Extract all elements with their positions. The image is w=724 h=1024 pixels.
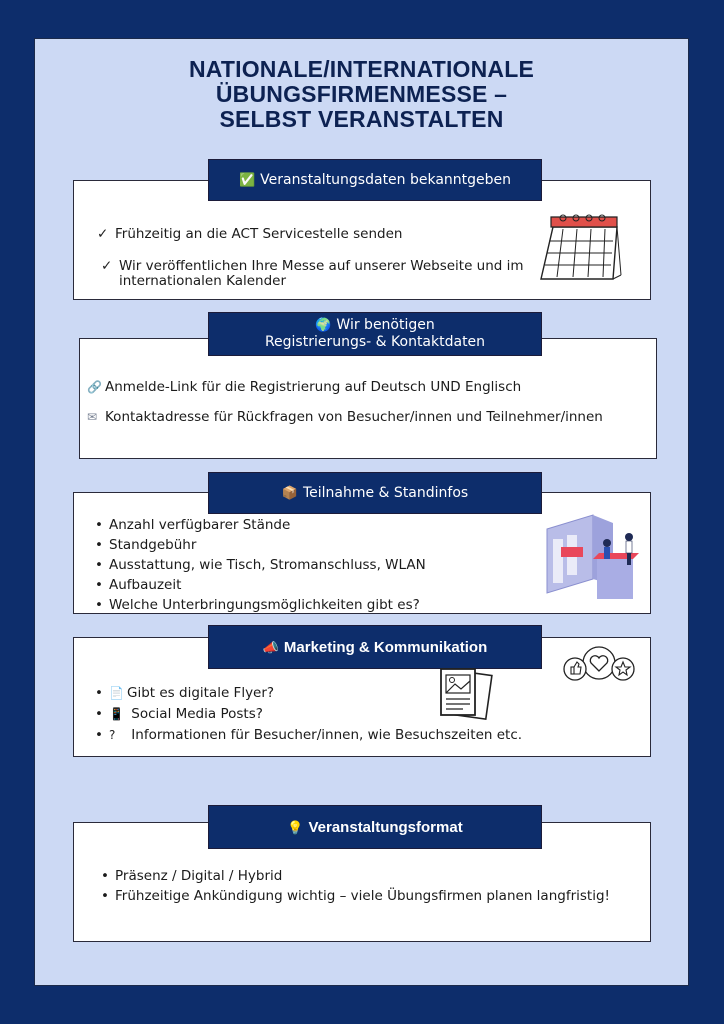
bullet-icon: • (95, 557, 103, 573)
list-item (87, 379, 521, 395)
bullet-icon: • (95, 537, 103, 553)
list-item (95, 706, 263, 722)
bullet-icon: • (95, 727, 103, 743)
bullet-icon: • (95, 685, 103, 701)
bullet-icon: • (101, 888, 109, 904)
title-line-3: SELBST VERANSTALTEN (219, 106, 504, 132)
bullet-icon: • (95, 577, 103, 593)
infographic-page (34, 38, 689, 986)
exhibition-stand-icon (541, 509, 643, 605)
list-item-text: Social Media Posts? (127, 706, 263, 722)
package-icon: 📦 (281, 485, 298, 501)
checkmark-icon: ✓ (101, 258, 113, 274)
link-icon: 🔗 (87, 380, 102, 394)
envelope-icon: ✉ (87, 410, 98, 424)
list-item-text: Frühzeitig an die ACT Servicestelle senden (115, 226, 403, 242)
list-item-text: Informationen für Besucher/innen, wie Besuchszeiten etc. (127, 727, 523, 743)
list-item-text: Präsenz / Digital / Hybrid (115, 868, 283, 884)
list-item-text: Anzahl verfügbarer Stände (109, 517, 291, 533)
list-item-text: Anmelde-Link für die Registrierung auf Deutsch UND Englisch (105, 379, 522, 395)
calendar-icon (533, 213, 625, 283)
section-heading-participation (208, 472, 542, 514)
list-item-continued (119, 273, 286, 289)
list-item (95, 517, 290, 533)
list-item (95, 597, 420, 613)
list-item (95, 577, 181, 593)
page-title (35, 57, 688, 132)
bullet-icon: • (95, 597, 103, 613)
list-item (95, 727, 522, 743)
mobile-phone-icon: 📱 (109, 707, 124, 721)
list-item-text: Frühzeitige Ankündigung wichtig – viele Übungsfirmen planen langfristig! (115, 888, 610, 904)
list-item-text: Welche Unterbringungsmöglichkeiten gibt es? (109, 597, 420, 613)
title-line-2: ÜBUNGSFIRMENMESSE – (215, 81, 508, 107)
question-icon: ? (109, 728, 116, 742)
section-heading-text: Marketing & Kommunikation (283, 638, 488, 656)
list-item-text: internationalen Kalender (119, 273, 287, 289)
list-item (95, 537, 196, 553)
list-item-text: Aufbauzeit (109, 577, 182, 593)
check-mark-icon: ✅ (238, 172, 256, 188)
lightbulb-icon: 💡 (287, 819, 304, 835)
list-item-text: Wir veröffentlichen Ihre Messe auf unserer Webseite und im (119, 258, 524, 274)
section-heading-registration (208, 312, 542, 356)
section-heading-text: Veranstaltungsdaten bekanntgeben (260, 171, 512, 188)
section-heading-text: Veranstaltungsformat (308, 818, 463, 836)
section-heading-marketing (208, 625, 542, 669)
section-card-registration (79, 338, 657, 459)
section-heading-text: Wir benötigen (336, 317, 435, 333)
list-item-text: Standgebühr (109, 537, 197, 553)
list-item (87, 409, 603, 425)
document-icon: 📄 (109, 686, 124, 700)
bullet-icon: • (95, 517, 103, 533)
list-item-text: Gibt es digitale Flyer? (127, 685, 275, 701)
list-item (97, 226, 402, 242)
title-line-1: NATIONALE/INTERNATIONALE (188, 56, 535, 82)
section-heading-text: Teilnahme & Standinfos (302, 484, 469, 501)
section-heading-format (208, 805, 542, 849)
list-item (101, 258, 524, 274)
bullet-icon: • (101, 868, 109, 884)
checkmark-icon: ✓ (97, 226, 109, 242)
list-item (95, 685, 274, 701)
section-heading-event-data (208, 159, 542, 201)
list-item (101, 868, 282, 884)
flyer-icon (437, 667, 495, 721)
list-item-text: Ausstattung, wie Tisch, Stromanschluss, WLAN (109, 557, 426, 573)
globe-icon: 🌍 (315, 318, 332, 333)
bullet-icon: • (95, 706, 103, 722)
megaphone-icon: 📣 (262, 639, 279, 655)
list-item-text: Kontaktadresse für Rückfragen von Besucher/innen und Teilnehmer/innen (105, 409, 603, 425)
list-item (95, 557, 426, 573)
section-heading-line (315, 317, 435, 334)
social-feedback-icon (561, 643, 637, 689)
section-heading-text: Registrierungs- & Kontaktdaten (264, 334, 486, 350)
list-item (101, 888, 610, 904)
